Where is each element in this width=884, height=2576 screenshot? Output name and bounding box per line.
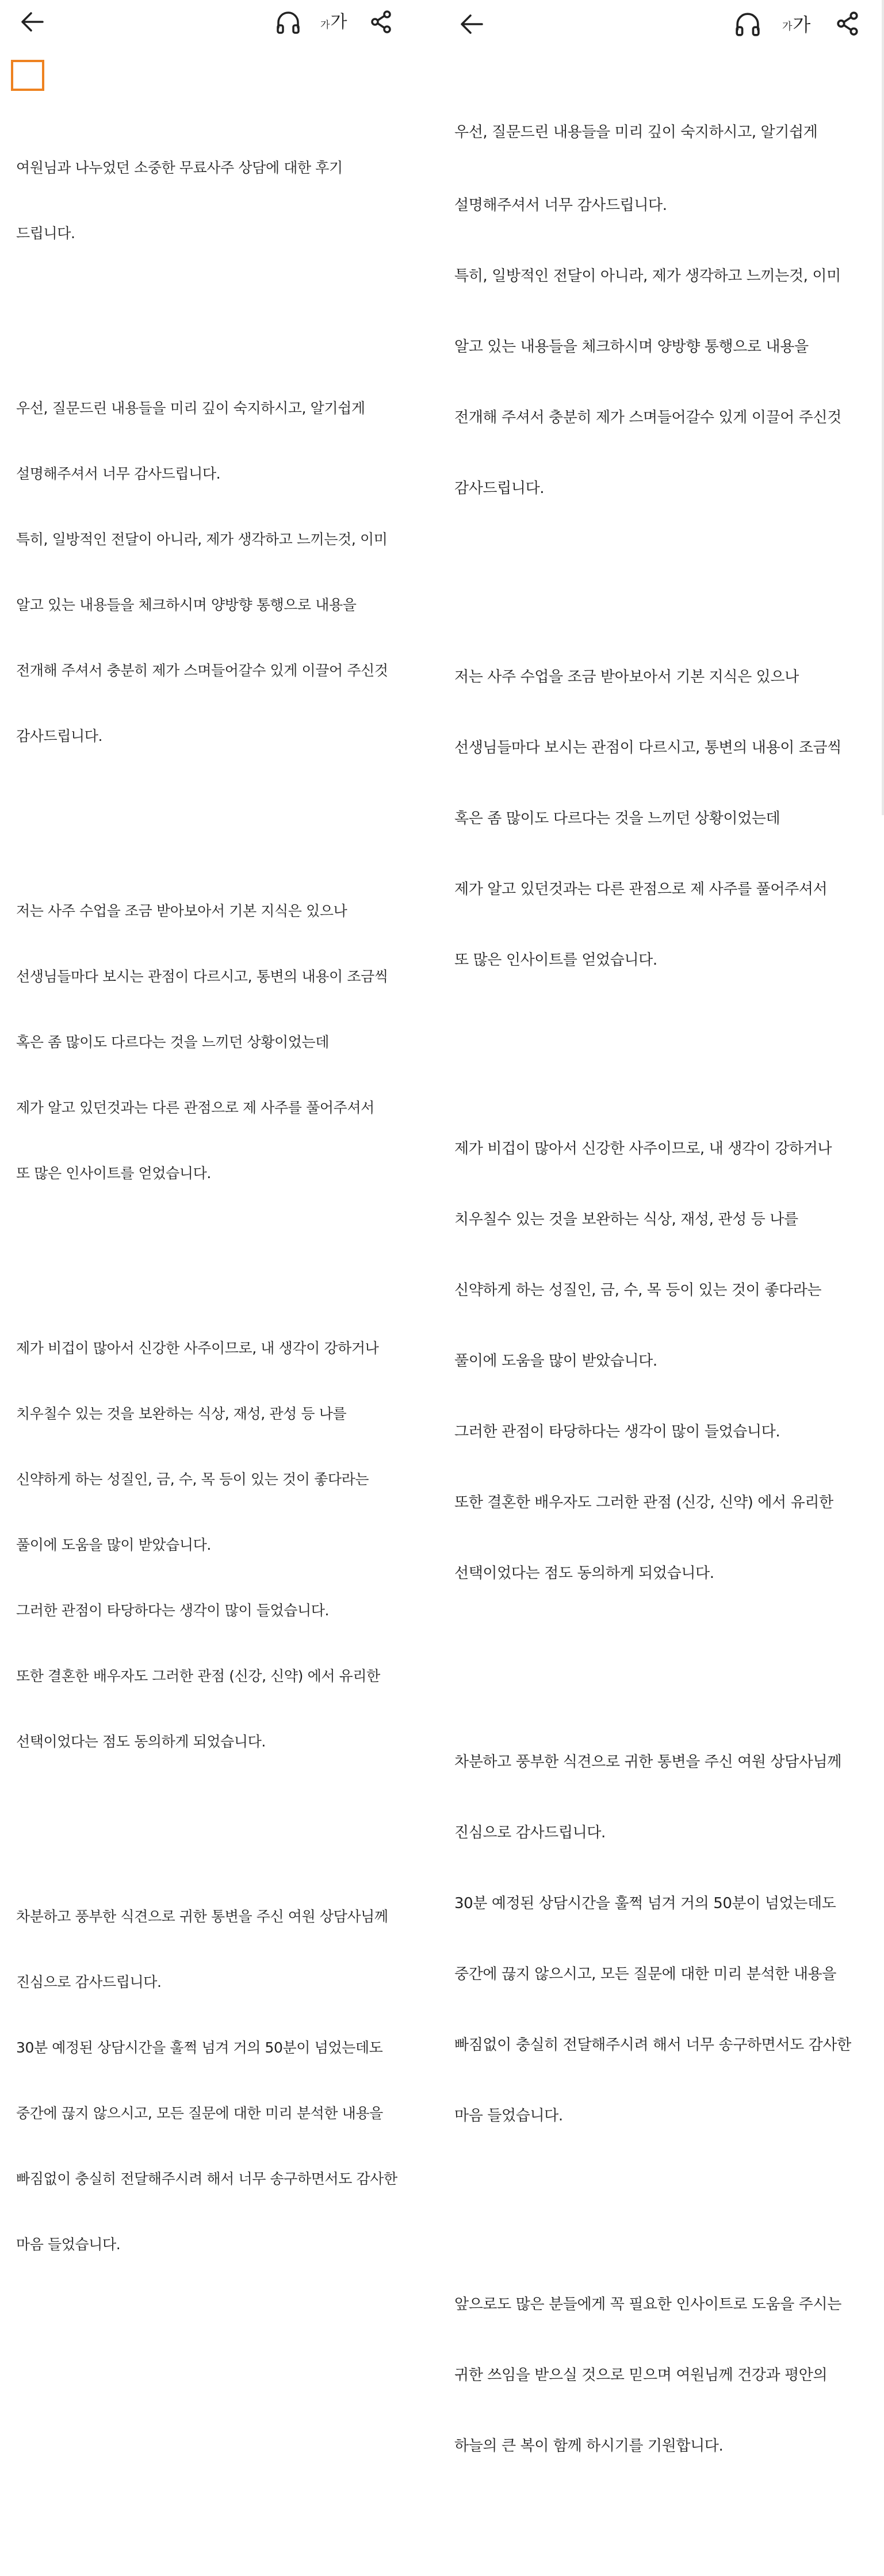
text-line: 차분하고 풍부한 식견으로 귀한 통변을 주신 여원 상담사님께 (454, 1753, 841, 1771)
text-line: 우선, 질문드린 내용들을 미리 깊이 숙지하시고, 알기쉽게 (16, 400, 365, 416)
text-line: 신약하게 하는 성질인, 금, 수, 목 등이 있는 것이 좋다라는 (16, 1471, 369, 1488)
top-toolbar (438, 0, 884, 47)
text-line: 그러한 관점이 타당하다는 생각이 많이 들었습니다. (454, 1423, 780, 1440)
text-line: 선택이었다는 점도 동의하게 되었습니다. (454, 1565, 714, 1582)
text-line: 설명해주셔서 너무 감사드립니다. (16, 465, 221, 482)
font-size-button[interactable] (320, 12, 347, 31)
scrollbar[interactable] (882, 0, 884, 815)
text-line: 제가 비겁이 많아서 신강한 사주이므로, 내 생각이 강하거나 (454, 1140, 832, 1157)
text-line: 풀이에 도움을 많이 받았습니다. (454, 1352, 657, 1370)
listen-button[interactable] (276, 10, 300, 35)
paragraph (454, 1090, 880, 1633)
text-line: 또 많은 인사이트를 얻었습니다. (16, 1165, 211, 1182)
text-line: 치우칠수 있는 것을 보완하는 식상, 재성, 관성 등 나를 (16, 1405, 347, 1422)
right-screenshot (438, 0, 884, 2455)
text-line: 또한 결혼한 배우자도 그러한 관점 (신강, 신약) 에서 유리한 (16, 1668, 380, 1684)
text-line: 설명해주셔서 너무 감사드립니다. (454, 197, 667, 214)
share-button[interactable] (370, 10, 392, 33)
text-line: 알고 있는 내용들을 체크하시며 양방향 통행으로 내용을 (454, 338, 809, 356)
text-line: 전개해 주셔서 충분히 제가 스며들어갈수 있게 이끌어 주신것 (16, 662, 388, 679)
arrow-left-icon (21, 12, 44, 32)
left-screenshot (0, 0, 437, 2253)
share-icon (836, 12, 859, 36)
text-line: 제가 알고 있던것과는 다른 관점으로 제 사주를 풀어주셔서 (16, 1099, 374, 1116)
arrow-left-icon (460, 14, 483, 35)
text-line: 저는 사주 수업을 조금 받아보아서 기본 지식은 있으나 (16, 903, 347, 919)
text-line: 또한 결혼한 배우자도 그러한 관점 (신강, 신약) 에서 유리한 (454, 1494, 833, 1511)
text-line: 진심으로 감사드립니다. (454, 1824, 606, 1841)
paragraph (454, 2246, 880, 2505)
partial-line-text: 우선, 질문드린 내용들을 미리 깊이 숙지하시고, 알기쉽게 (454, 124, 818, 141)
paragraph (16, 1294, 419, 1797)
text-line: 선생님들마다 보시는 관점이 다르시고, 통변의 내용이 조금씩 (454, 739, 841, 756)
back-button[interactable] (460, 14, 483, 35)
text-line: 풀이에 도움을 많이 받았습니다. (16, 1537, 211, 1553)
font-size-button[interactable] (782, 13, 811, 36)
text-line: 알고 있는 내용들을 체크하시며 양방향 통행으로 내용을 (16, 597, 357, 613)
top-toolbar (0, 0, 437, 46)
text-line: 차분하고 풍부한 식견으로 귀한 통변을 주신 여원 상담사님께 (16, 1908, 388, 1925)
text-line: 혹은 좀 많이도 다르다는 것을 느끼던 상황이었는데 (16, 1034, 330, 1050)
back-button[interactable] (21, 12, 44, 32)
text-line: 감사드립니다. (16, 728, 103, 744)
article-body (454, 46, 880, 2576)
article-body (16, 70, 419, 2365)
text-line: 그러한 관점이 타당하다는 생각이 많이 들었습니다. (16, 1602, 330, 1619)
text-line: 하늘의 큰 복이 함께 하시기를 기원합니다. (454, 2437, 724, 2455)
paragraph (16, 113, 419, 288)
paragraph (454, 618, 880, 1019)
text-line: 혹은 좀 많이도 다르다는 것을 느끼던 상황이었는데 (454, 810, 780, 827)
text-line: 30분 예정된 상담시간을 훌쩍 넘겨 거의 50분이 넘었는데도 (16, 2039, 383, 2056)
text-line: 또 많은 인사이트를 얻었습니다. (454, 951, 657, 969)
text-line: 중간에 끊지 않으시고, 모든 질문에 대한 미리 분석한 내용을 (16, 2105, 383, 2122)
headphones-icon (735, 12, 760, 37)
text-line: 제가 알고 있던것과는 다른 관점으로 제 사주를 풀어주셔서 (454, 881, 828, 898)
text-line: 특히, 일방적인 전달이 아니라, 제가 생각하고 느끼는것, 이미 (454, 267, 841, 285)
headphones-icon (276, 10, 300, 35)
listen-button[interactable] (735, 12, 760, 37)
text-line: 중간에 끊지 않으시고, 모든 질문에 대한 미리 분석한 내용을 (454, 1966, 836, 1983)
font-size-big-label: 가 (330, 12, 347, 32)
text-line: 앞으로도 많은 분들에게 꼭 필요한 인사이트로 도움을 주시는 (454, 2296, 841, 2313)
text-line: 특히, 일방적인 전달이 아니라, 제가 생각하고 느끼는것, 이미 (16, 531, 388, 548)
paragraph (16, 1862, 419, 2299)
font-size-small-label: 가 (320, 20, 330, 31)
text-line-partial (454, 85, 880, 141)
font-size-small-label: 가 (782, 21, 793, 33)
text-line: 전개해 주셔서 충분히 제가 스며들어갈수 있게 이끌어 주신것 (454, 409, 841, 426)
text-line: 신약하게 하는 성질인, 금, 수, 목 등이 있는 것이 좋다라는 (454, 1282, 822, 1299)
paragraph (454, 147, 880, 548)
text-line: 30분 예정된 상담시간을 훌쩍 넘겨 거의 50분이 넘었는데도 (454, 1895, 836, 1912)
text-line: 빠짐없이 충실히 전달해주시려 해서 너무 송구하면서도 감사한 (16, 2170, 397, 2187)
text-line: 감사드립니다. (454, 480, 545, 497)
text-line: 마음 들었습니다. (454, 2107, 563, 2124)
text-line: 치우칠수 있는 것을 보완하는 식상, 재성, 관성 등 나를 (454, 1211, 798, 1228)
paragraph (16, 354, 419, 791)
text-line: 빠짐없이 충실히 전달해주시려 해서 너무 송구하면서도 감사한 (454, 2036, 851, 2054)
paragraph (16, 857, 419, 1228)
text-line: 귀한 쓰임을 받으실 것으로 믿으며 여원님께 건강과 평안의 (454, 2367, 828, 2384)
text-line: 저는 사주 수업을 조금 받아보아서 기본 지식은 있으나 (454, 668, 799, 686)
text-line: 선택이었다는 점도 동의하게 되었습니다. (16, 1733, 266, 1750)
text-line: 드립니다. (16, 225, 75, 242)
font-size-big-label: 가 (793, 14, 811, 36)
text-line: 선생님들마다 보시는 관점이 다르시고, 통변의 내용이 조금씩 (16, 968, 388, 985)
paragraph (454, 1703, 880, 2175)
share-button[interactable] (836, 12, 859, 36)
text-line: 제가 비겁이 많아서 신강한 사주이므로, 내 생각이 강하거나 (16, 1340, 379, 1356)
share-icon (370, 10, 392, 33)
text-line: 마음 들었습니다. (16, 2236, 121, 2253)
text-line: 진심으로 감사드립니다. (16, 1974, 162, 1990)
text-line: 여원님과 나누었던 소중한 무료사주 상담에 대한 후기 (16, 159, 343, 176)
